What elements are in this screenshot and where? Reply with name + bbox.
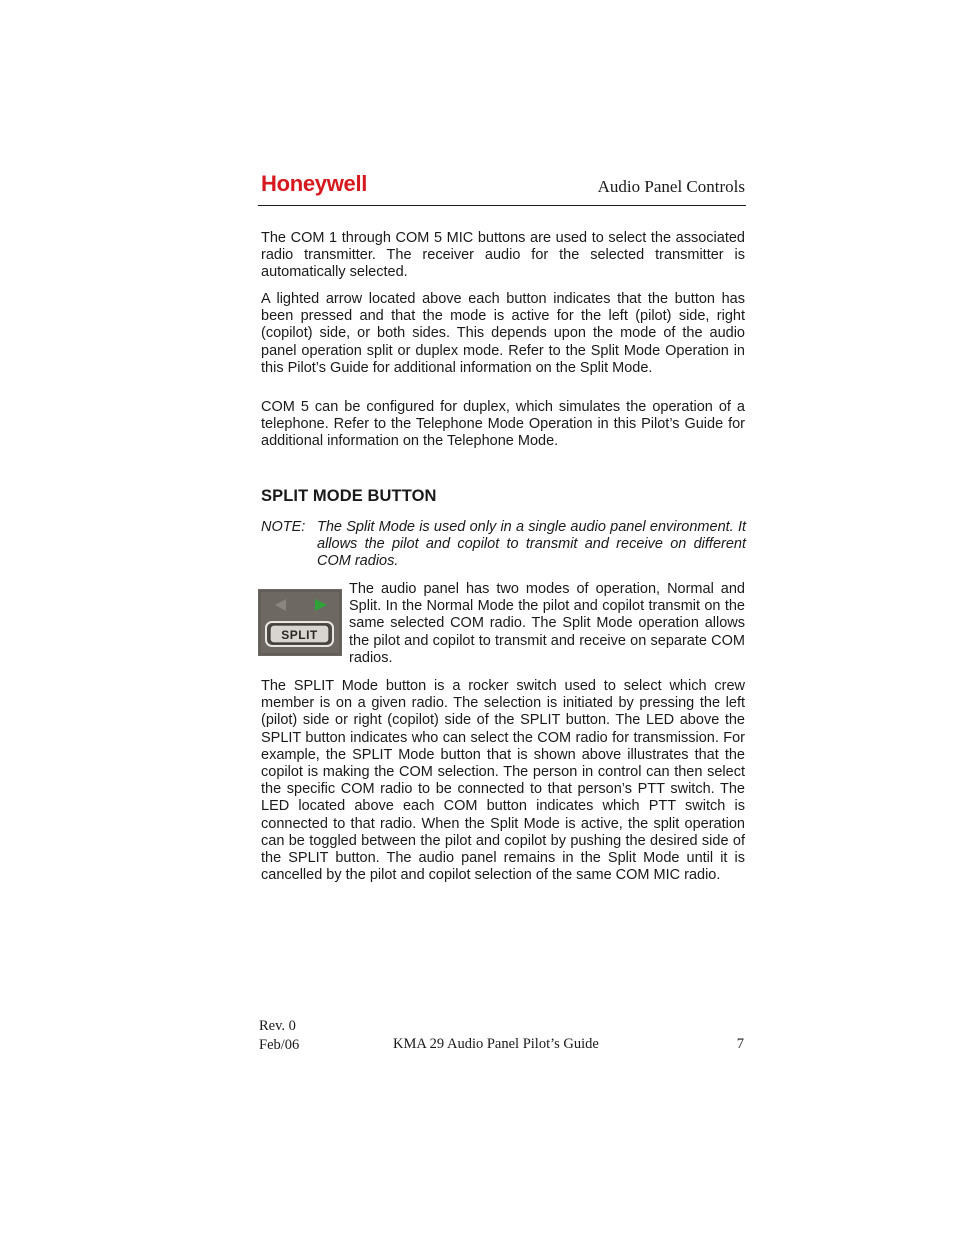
footer-revision-block (259, 1017, 299, 1055)
header-divider (258, 205, 746, 206)
section-heading-split-mode: SPLIT MODE BUTTON (261, 487, 437, 505)
footer-date: Feb/06 (259, 1037, 300, 1053)
split-button-label: SPLIT (281, 628, 318, 642)
note-label: NOTE: (261, 519, 306, 535)
paragraph-split-rocker-switch: The SPLIT Mode button is a rocker switch used to select which crew member is on a given radio. The selection is initiated by pressing the left (pilot) side or right (copilot) side of the SPLIT button. The LED above the SPLIT button indicates who can select the COM radio for transmission. For example, the SPLIT Mode button that is shown above illustrates that the copilot is making the COM selection. The person in control can then select the specific COM radio to be connected to that person’s PTT switch. The LED located above each COM button indicates which PTT switch is connected to that radio. When the Split Mode is active, the split operation can be toggled between the pilot and copilot by pushing the desired side of the SPLIT button. The audio panel remains in the Split Mode until it is cancelled by the pilot and copilot selection of the same COM MIC radio. (261, 678, 745, 884)
footer-guide-title: KMA 29 Audio Panel Pilot’s Guide (393, 1036, 599, 1052)
split-button-illustration (258, 589, 342, 656)
paragraph-modes-of-operation: The audio panel has two modes of operation, Normal and Split. In the Normal Mode the pilot and copilot transmit on the same selected COM radio. The Split Mode operation allows the pilot and copilot to transmit and receive on separate COM radios. (349, 581, 745, 666)
honeywell-logo: Honeywell (261, 171, 368, 196)
paragraph-com-mic-buttons: The COM 1 through COM 5 MIC buttons are used to select the associated radio transmitter. The receiver audio for the selected transmitter is automatically selected. (261, 230, 745, 281)
paragraph-lighted-arrow: A lighted arrow located above each button indicates that the button has been pressed and that the mode is active for the left (pilot) side, right (copilot) side, or both sides. This depends upon the mode of the audio panel operation split or duplex mode. Refer to the Split Mode Operation in this Pilot’s Guide for additional information on the Split Mode. (261, 291, 745, 376)
footer-page-number: 7 (736, 1036, 744, 1052)
note-text: The Split Mode is used only in a single audio panel environment. It allows the pilot and copilot to transmit and receive on different COM radios. (317, 519, 746, 570)
note-block (261, 519, 746, 571)
split-button-graphic (258, 589, 342, 656)
paragraph-com5-duplex: COM 5 can be configured for duplex, which simulates the operation of a telephone. Refer to the Telephone Mode Operation in this Pilot’s Guide for additional information on the Telephone Mode. (261, 399, 745, 450)
footer-revision: Rev. 0 (259, 1018, 296, 1034)
page-section-title: Audio Panel Controls (597, 177, 745, 196)
